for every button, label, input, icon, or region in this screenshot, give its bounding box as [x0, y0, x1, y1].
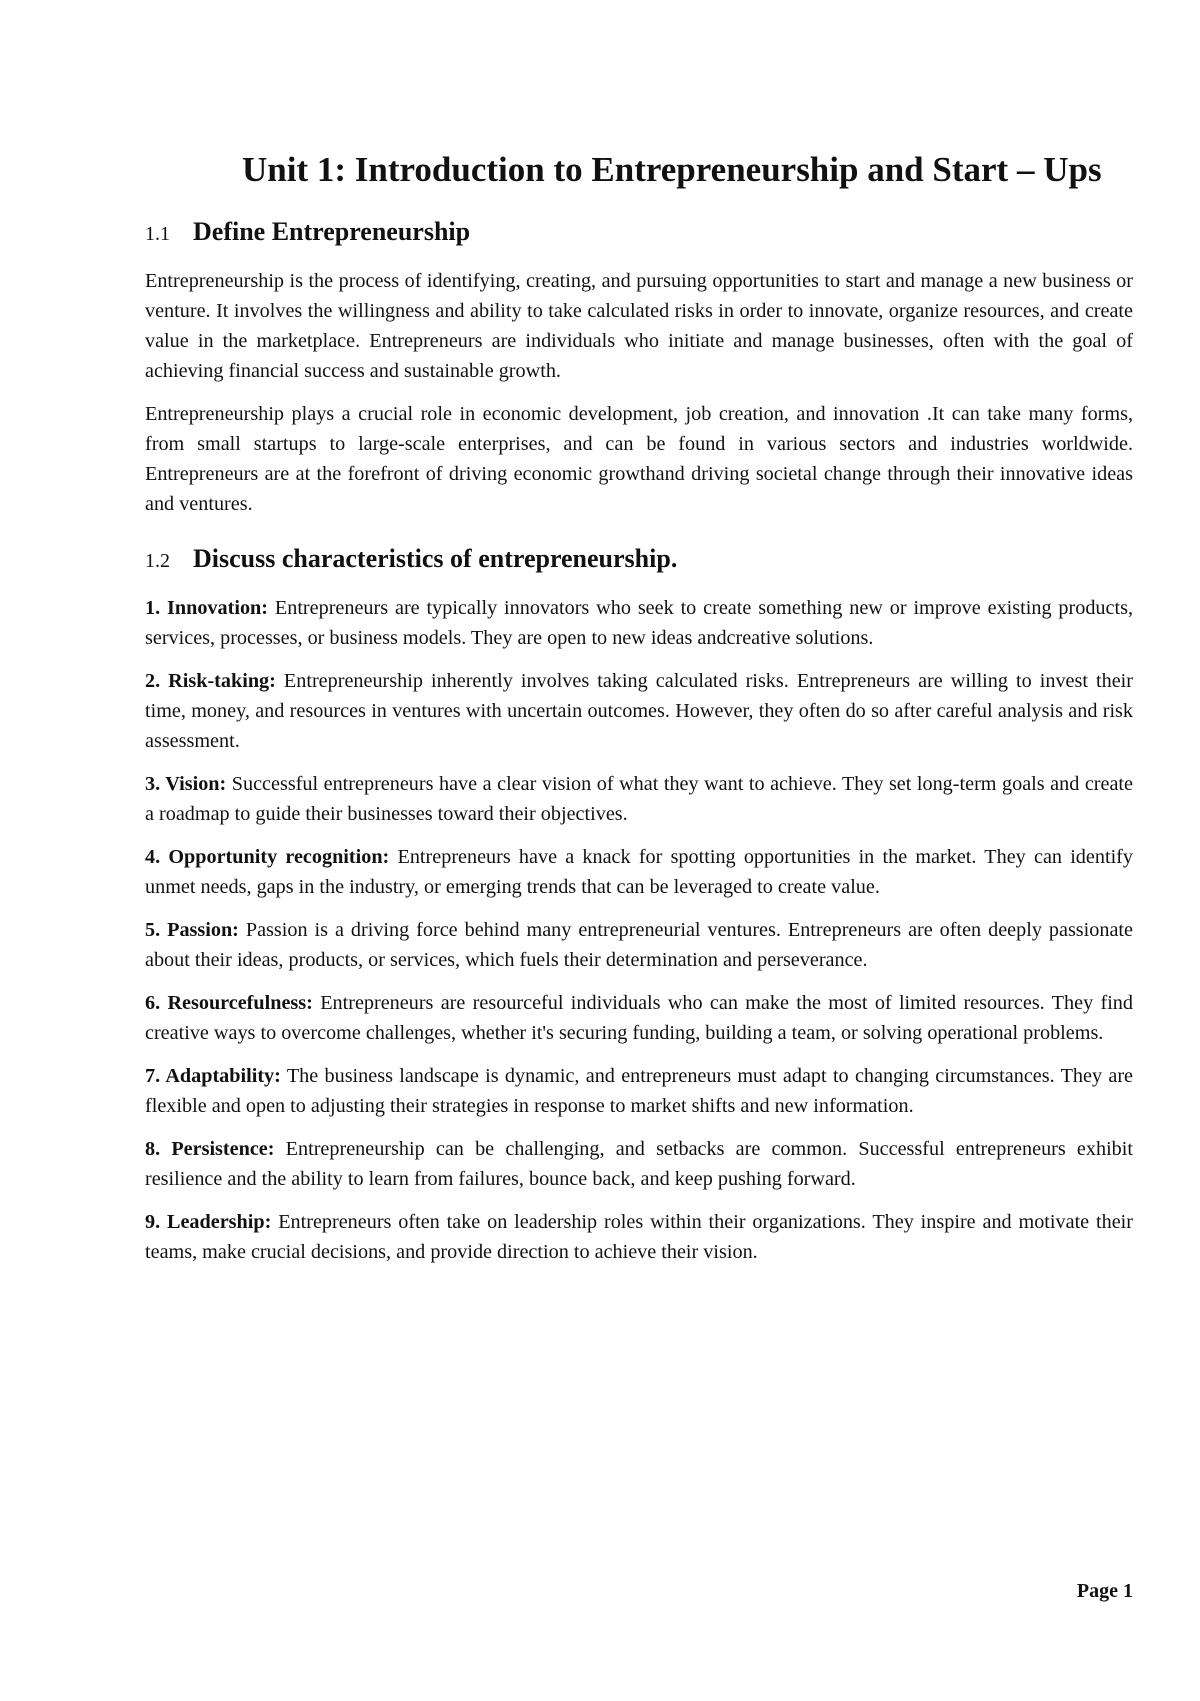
- item-lead: 4. Opportunity recognition:: [145, 846, 390, 868]
- section-heading-text: Define Entrepreneurship: [193, 217, 471, 246]
- section-number: 1.2: [145, 550, 170, 572]
- item-text: Passion is a driving force behind many entrepreneurial ventures. Entrepreneurs are often deeply passionate about their ideas, products, or services, which fuels their determination and perseverance.: [145, 919, 1133, 971]
- section-heading-characteristics: [145, 541, 1133, 579]
- item-text: Entrepreneurs often take on leadership roles within their organizations. They inspire and motivate their teams, make crucial decisions, and provide direction to achieve their vision.: [145, 1211, 1133, 1263]
- item-lead: 2. Risk-taking:: [145, 670, 276, 692]
- item-text: Entrepreneurs are resourceful individuals who can make the most of limited resources. They find creative ways to overcome challenges, whether it's securing funding, building a team, or solving operational problems.: [145, 992, 1133, 1044]
- page-number: Page 1: [1076, 1580, 1133, 1602]
- section-number: 1.1: [145, 223, 170, 245]
- list-item: [145, 769, 1133, 829]
- page-title: Unit 1: Introduction to Entrepreneurship and Start – Ups: [242, 150, 1102, 189]
- item-text: Entrepreneurs have a knack for spotting opportunities in the market. They can identify unmet needs, gaps in the industry, or emerging trends that can be leveraged to create value.: [145, 846, 1133, 898]
- item-text: Entrepreneurship inherently involves taking calculated risks. Entrepreneurs are willing to invest their time, money, and resources in ventures with uncertain outcomes. However, they often do so after careful analysis and risk assessment.: [145, 670, 1133, 752]
- paragraph: Entrepreneurship plays a crucial role in economic development, job creation, and innovation .It can take many forms, from small startups to large-scale enterprises, and can be found in various sectors and industries worldwide. Entrepreneurs are at the forefront of driving economic growthand driving societal change through their innovative ideas and ventures.: [145, 403, 1133, 515]
- item-lead: 1. Innovation:: [145, 597, 268, 619]
- list-item: [145, 593, 1133, 653]
- item-lead: 3. Vision:: [145, 773, 227, 795]
- list-item: [145, 988, 1133, 1048]
- item-lead: 7. Adaptability:: [145, 1065, 281, 1087]
- page-content: [145, 140, 1133, 1280]
- item-lead: 8. Persistence:: [145, 1138, 275, 1160]
- item-lead: 9. Leadership:: [145, 1211, 272, 1233]
- item-text: Successful entrepreneurs have a clear vision of what they want to achieve. They set long-term goals and create a roadmap to guide their businesses toward their objectives.: [145, 773, 1133, 825]
- item-text: Entrepreneurship can be challenging, and setbacks are common. Successful entrepreneurs exhibit resilience and the ability to learn from failures, bounce back, and keep pushing forward.: [145, 1138, 1133, 1190]
- list-item: [145, 915, 1133, 975]
- item-lead: 6. Resourcefulness:: [145, 992, 313, 1014]
- item-lead: 5. Passion:: [145, 919, 239, 941]
- section-heading-define: [145, 214, 1133, 252]
- item-text: Entrepreneurs are typically innovators who seek to create something new or improve existing products, services, processes, or business models. They are open to new ideas andcreative solutions.: [145, 597, 1133, 649]
- list-item: [145, 666, 1133, 756]
- list-item: [145, 1134, 1133, 1194]
- list-item: [145, 1207, 1133, 1267]
- item-text: The business landscape is dynamic, and entrepreneurs must adapt to changing circumstances. They are flexible and open to adjusting their strategies in response to market shifts and new information.: [145, 1065, 1134, 1117]
- list-item: [145, 1061, 1133, 1121]
- list-item: [145, 842, 1133, 902]
- section-heading-text: Discuss characteristics of entrepreneurship.: [193, 544, 678, 573]
- paragraph: Entrepreneurship is the process of identifying, creating, and pursuing opportunities to start and manage a new business or venture. It involves the willingness and ability to take calculated risks in order to innovate, organize resources, and create value in the marketplace. Entrepreneurs are individuals who initiate and manage businesses, often with the goal of achieving financial success and sustainable growth.: [145, 270, 1133, 382]
